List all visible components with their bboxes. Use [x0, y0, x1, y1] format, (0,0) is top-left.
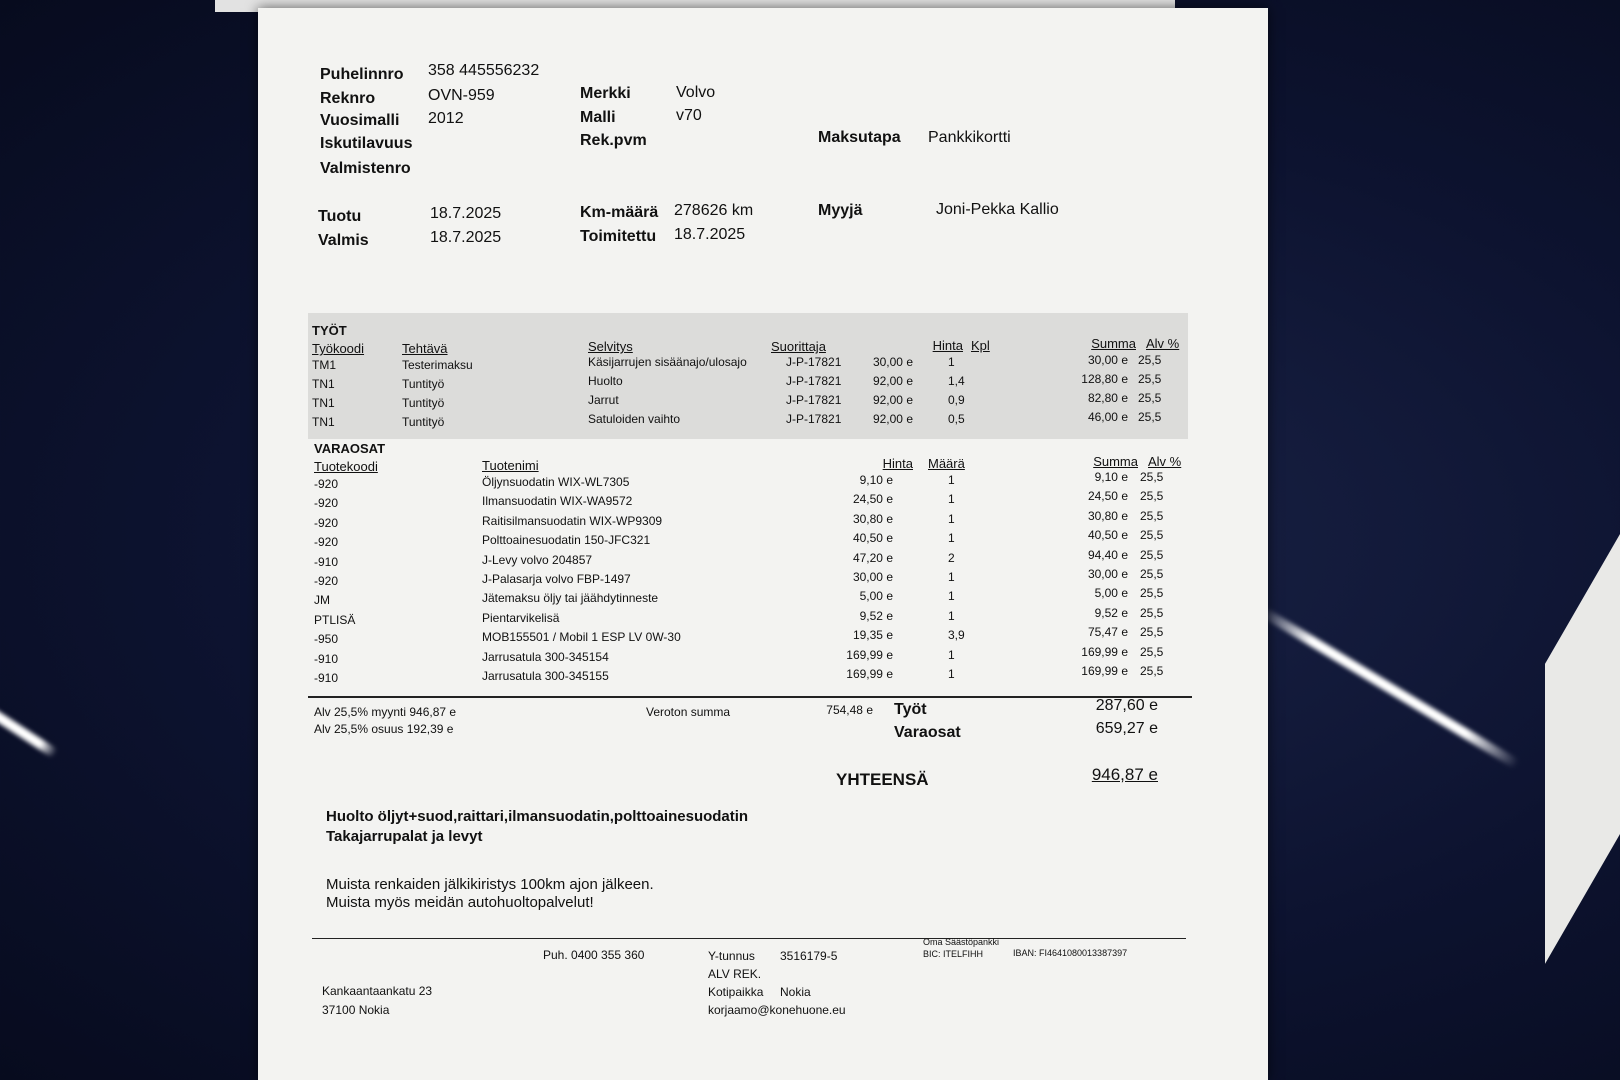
- part-cell-vat: 25,5: [1140, 528, 1164, 543]
- receipt-paper: [258, 8, 1268, 1080]
- work-cell-code: TN1: [312, 377, 335, 391]
- footer-bic: BIC: ITELFIHH: [923, 949, 984, 959]
- delivered-value: 18.7.2025: [674, 226, 746, 243]
- displacement-label: Iskutilavuus: [320, 135, 413, 152]
- seller-label: Myyjä: [818, 202, 863, 219]
- part-cell-price: 30,80 e: [852, 511, 893, 526]
- work-total-value: 287,60 e: [1095, 697, 1158, 714]
- part-cell-vat: 25,5: [1140, 508, 1164, 523]
- net-label: Veroton summa: [646, 705, 731, 719]
- part-cell-name: Jätemaksu öljy tai jäähdytinneste: [482, 591, 659, 606]
- part-cell-sum: 169,99 e: [1081, 644, 1128, 659]
- work-cell-task: Tuntityö: [402, 396, 445, 410]
- part-cell-qty: 3,9: [948, 628, 965, 643]
- work-cell-by: J-P-17821: [786, 374, 842, 388]
- part-cell-sum: 9,52 e: [1094, 605, 1128, 620]
- part-cell-code: -950: [314, 632, 339, 647]
- part-cell-price: 9,10 e: [859, 473, 893, 487]
- vat-sale: Alv 25,5% myynti 946,87 e: [314, 705, 457, 719]
- part-cell-price: 47,20 e: [852, 550, 893, 565]
- part-cell-name: Ilmansuodatin WIX-WA9572: [482, 494, 633, 509]
- grand-total-label: YHTEENSÄ: [836, 770, 929, 789]
- part-cell-code: -910: [314, 671, 339, 685]
- note-line-1: Huolto öljyt+suod,raittari,ilmansuodatin,polttoainesuodatin: [326, 808, 749, 825]
- part-cell-sum: 24,50 e: [1087, 489, 1128, 504]
- part-cell-name: Polttoainesuodatin 150-JFC321: [482, 533, 651, 548]
- part-cell-code: -920: [314, 535, 339, 550]
- work-cell-sum: 82,80 e: [1087, 391, 1128, 405]
- col-desc: Selvitys: [588, 339, 633, 354]
- col-partqty: Määrä: [928, 456, 965, 471]
- part-cell-qty: 1: [948, 667, 955, 681]
- work-cell-sum: 30,00 e: [1087, 353, 1128, 367]
- part-cell-code: -910: [314, 554, 339, 569]
- grand-total-value: 946,87 e: [1091, 765, 1158, 784]
- work-cell-task: Tuntityö: [402, 377, 445, 391]
- footer-divider: [312, 938, 1186, 939]
- work-cell-by: J-P-17821: [786, 412, 842, 426]
- phone-label: Puhelinnro: [320, 66, 404, 83]
- work-cell-sum: 46,00 e: [1087, 410, 1128, 424]
- part-cell-name: J-Levy volvo 204857: [482, 552, 593, 567]
- net-value: 754,48 e: [826, 703, 873, 717]
- work-cell-qty: 0,9: [948, 393, 965, 407]
- work-cell-desc: Huolto: [588, 374, 623, 388]
- work-cell-qty: 0,5: [948, 412, 965, 426]
- parts-total-label: Varaosat: [894, 724, 961, 741]
- part-cell-sum: 169,99 e: [1081, 664, 1128, 678]
- part-cell-name: Öljynsuodatin WIX-WL7305: [482, 475, 630, 489]
- part-cell-sum: 94,40 e: [1087, 547, 1128, 562]
- footer-street: Kankaantaankatu 23: [322, 984, 433, 998]
- part-cell-qty: 1: [948, 511, 955, 526]
- work-cell-vat: 25,5: [1138, 391, 1162, 405]
- work-cell-vat: 25,5: [1138, 410, 1162, 424]
- part-cell-qty: 1: [948, 647, 955, 662]
- work-cell-price: 92,00 e: [872, 393, 913, 407]
- col-partvat: Alv %: [1148, 454, 1182, 469]
- part-cell-name: Pientarvikelisä: [482, 610, 560, 625]
- col-partcode: Tuotekoodi: [314, 459, 378, 474]
- part-cell-name: Raitisilmansuodatin WIX-WP9309: [482, 513, 663, 528]
- part-cell-sum: 30,00 e: [1087, 567, 1128, 581]
- year-value: 2012: [428, 110, 464, 127]
- in-label: Tuotu: [318, 208, 362, 225]
- part-cell-price: 169,99 e: [846, 667, 893, 681]
- col-partprice: Hinta: [882, 456, 913, 471]
- phone-value: 358 445556232: [428, 62, 540, 79]
- part-cell-vat: 25,5: [1140, 470, 1164, 484]
- col-partsum: Summa: [1093, 454, 1138, 469]
- part-cell-sum: 5,00 e: [1094, 586, 1128, 601]
- part-cell-qty: 1: [948, 570, 955, 584]
- col-workcode: Työkoodi: [312, 341, 365, 356]
- part-cell-code: -920: [314, 574, 339, 588]
- part-cell-vat: 25,5: [1140, 664, 1164, 678]
- ytunnus-label: Y-tunnus: [708, 949, 755, 963]
- vat-share: Alv 25,5% osuus 192,39 e: [314, 722, 454, 736]
- part-cell-vat: 25,5: [1140, 605, 1164, 620]
- part-cell-qty: 1: [948, 608, 955, 623]
- part-cell-code: PTLISÄ: [314, 612, 356, 627]
- footer-email: korjaamo@konehuone.eu: [708, 1003, 846, 1017]
- alv-rek: ALV REK.: [708, 967, 762, 981]
- ytunnus-value: 3516179-5: [780, 949, 838, 963]
- work-cell-by: J-P-17821: [786, 355, 842, 369]
- payment-label: Maksutapa: [818, 129, 901, 146]
- part-cell-vat: 25,5: [1140, 586, 1164, 601]
- part-cell-price: 9,52 e: [859, 608, 893, 623]
- reg-value: OVN-959: [428, 87, 495, 104]
- note-line-2: Takajarrupalat ja levyt: [326, 828, 483, 845]
- part-cell-price: 169,99 e: [846, 647, 893, 662]
- serial-label: Valmistenro: [320, 160, 411, 177]
- col-vat: Alv %: [1146, 336, 1180, 351]
- work-cell-by: J-P-17821: [786, 393, 842, 407]
- part-cell-name: Jarrusatula 300-345155: [482, 669, 609, 683]
- parts-title: VARAOSAT: [314, 441, 386, 456]
- work-cell-qty: 1,4: [948, 374, 965, 388]
- part-cell-sum: 30,80 e: [1087, 508, 1128, 523]
- col-partname: Tuotenimi: [482, 458, 539, 473]
- work-title: TYÖT: [312, 323, 347, 338]
- part-cell-name: J-Palasarja volvo FBP-1497: [482, 572, 631, 586]
- part-cell-price: 24,50 e: [852, 492, 893, 507]
- col-qty: Kpl: [971, 338, 990, 353]
- work-cell-desc: Käsijarrujen sisäänajo/ulosajo: [588, 355, 747, 369]
- footer-phone: Puh. 0400 355 360: [543, 948, 645, 962]
- part-cell-vat: 25,5: [1140, 547, 1164, 562]
- part-cell-qty: 2: [948, 550, 955, 565]
- ready-date: 18.7.2025: [430, 229, 502, 246]
- model-value: v70: [676, 107, 702, 124]
- in-date: 18.7.2025: [430, 205, 502, 222]
- part-cell-name: MOB155501 / Mobil 1 ESP LV 0W-30: [482, 630, 681, 645]
- part-cell-qty: 1: [948, 492, 955, 507]
- reminder-2: Muista myös meidän autohuoltopalvelut!: [326, 894, 594, 911]
- col-price: Hinta: [932, 338, 963, 353]
- model-label: Malli: [580, 109, 616, 126]
- part-cell-vat: 25,5: [1140, 644, 1164, 659]
- regdate-label: Rek.pvm: [580, 132, 647, 149]
- work-cell-task: Tuntityö: [402, 415, 445, 429]
- light-reflection: [0, 701, 58, 758]
- part-cell-code: -920: [314, 515, 339, 530]
- km-value: 278626 km: [674, 202, 754, 219]
- part-cell-name: Jarrusatula 300-345154: [482, 649, 609, 664]
- domicile-label: Kotipaikka: [708, 985, 764, 999]
- background-paper-right: [1545, 456, 1620, 964]
- part-cell-vat: 25,5: [1140, 625, 1164, 640]
- part-cell-price: 19,35 e: [852, 628, 893, 643]
- footer-bank: Oma Säästöpankki: [923, 937, 1000, 947]
- work-cell-price: 92,00 e: [872, 374, 913, 388]
- work-cell-vat: 25,5: [1138, 353, 1162, 367]
- work-cell-qty: 1: [948, 355, 955, 369]
- work-cell-code: TN1: [312, 396, 335, 410]
- part-cell-qty: 1: [948, 473, 955, 487]
- part-cell-code: -920: [314, 477, 339, 491]
- part-cell-sum: 75,47 e: [1087, 625, 1128, 640]
- part-cell-price: 40,50 e: [852, 531, 893, 546]
- part-cell-price: 30,00 e: [852, 570, 893, 584]
- delivered-label: Toimitettu: [580, 228, 657, 245]
- seller-value: Joni-Pekka Kallio: [936, 201, 1059, 218]
- work-cell-desc: Jarrut: [588, 393, 619, 407]
- col-task: Tehtävä: [402, 341, 448, 356]
- payment-value: Pankkikortti: [928, 129, 1011, 146]
- reg-label: Reknro: [320, 90, 376, 107]
- work-total-label: Työt: [894, 701, 927, 718]
- make-value: Volvo: [676, 84, 716, 101]
- make-label: Merkki: [580, 85, 631, 102]
- work-cell-price: 92,00 e: [872, 412, 913, 426]
- part-cell-vat: 25,5: [1140, 567, 1164, 581]
- footer-iban: IBAN: FI4641080013387397: [1013, 948, 1128, 958]
- domicile-value: Nokia: [780, 985, 811, 999]
- part-cell-code: -920: [314, 496, 339, 511]
- reminder-1: Muista renkaiden jälkikiristys 100km ajon jälkeen.: [326, 876, 654, 893]
- work-cell-task: Testerimaksu: [402, 358, 473, 372]
- footer-city: 37100 Nokia: [322, 1003, 390, 1017]
- col-sum: Summa: [1091, 336, 1136, 351]
- parts-total-value: 659,27 e: [1095, 720, 1158, 737]
- part-cell-qty: 1: [948, 589, 955, 604]
- work-cell-code: TM1: [312, 358, 336, 372]
- part-cell-code: -910: [314, 651, 339, 666]
- work-cell-vat: 25,5: [1138, 372, 1162, 386]
- light-reflection: [1257, 606, 1519, 769]
- ready-label: Valmis: [318, 232, 369, 249]
- part-cell-sum: 9,10 e: [1094, 470, 1128, 484]
- part-cell-code: JM: [314, 593, 330, 608]
- part-cell-price: 5,00 e: [859, 589, 893, 604]
- km-label: Km-määrä: [580, 204, 659, 221]
- work-cell-desc: Satuloiden vaihto: [588, 412, 681, 426]
- part-cell-qty: 1: [948, 531, 955, 546]
- work-cell-sum: 128,80 e: [1081, 372, 1128, 386]
- col-by: Suorittaja: [771, 339, 826, 354]
- part-cell-vat: 25,5: [1140, 489, 1164, 504]
- work-cell-code: TN1: [312, 415, 335, 429]
- year-label: Vuosimalli: [320, 112, 400, 129]
- work-cell-price: 30,00 e: [872, 355, 913, 369]
- part-cell-sum: 40,50 e: [1087, 528, 1128, 543]
